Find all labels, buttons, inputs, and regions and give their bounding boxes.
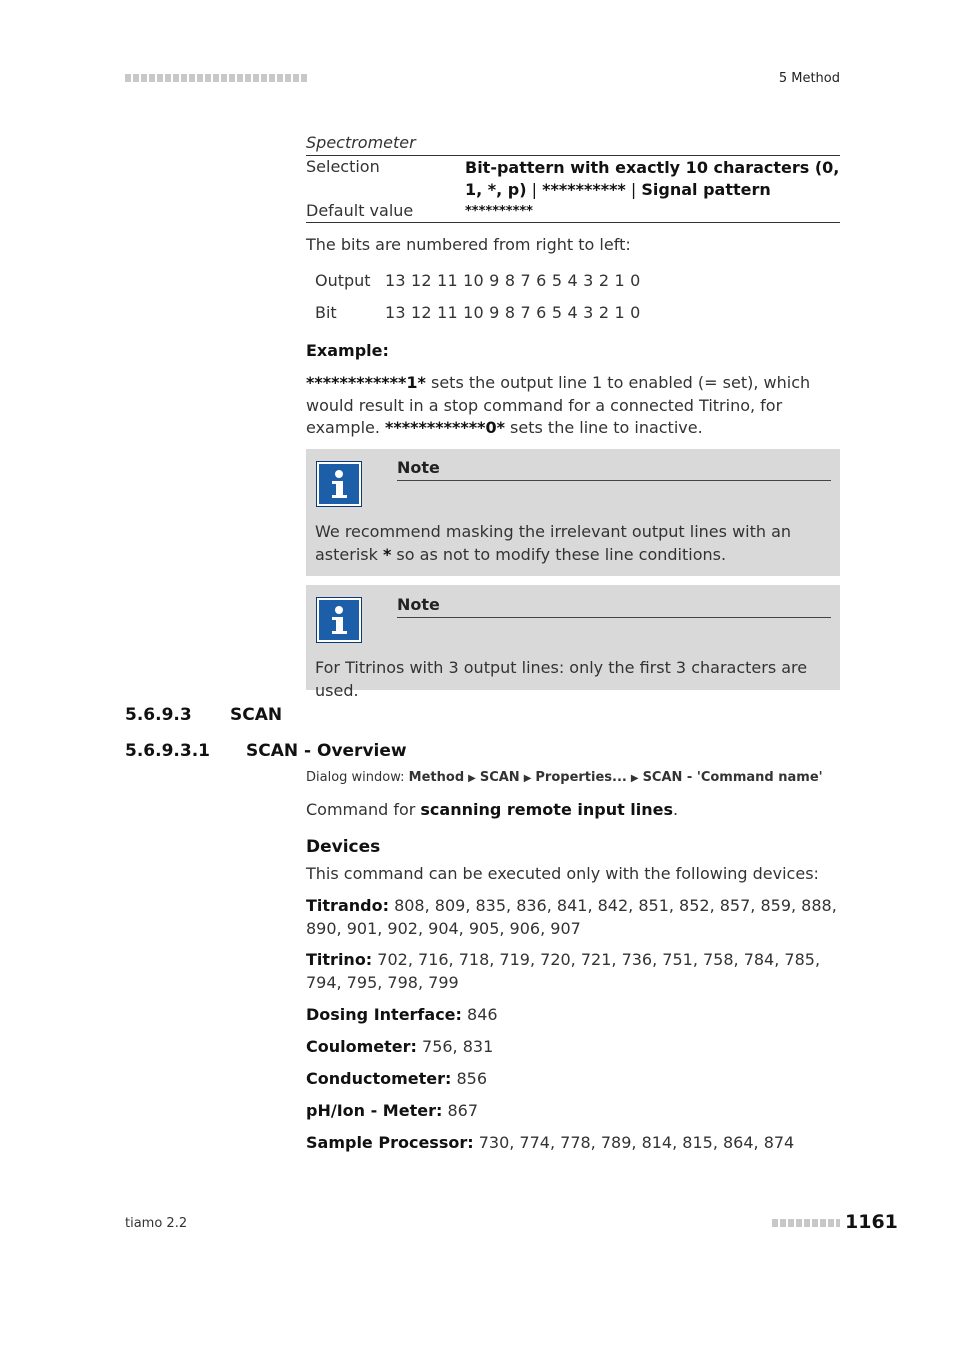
subsection-number: 5.6.9.3.1: [125, 741, 210, 761]
device-models: 846: [467, 1005, 498, 1024]
section-heading: [125, 705, 282, 725]
command-text: Command for: [306, 800, 421, 819]
example-code-2: ************0*: [385, 418, 505, 437]
output-values: 13 12 11 10 9 8 7 6 5 4 3 2 1 0: [385, 271, 641, 290]
example-text: [306, 372, 842, 440]
dialog-breadcrumb: [306, 770, 823, 785]
device-name: Coulometer:: [306, 1037, 417, 1056]
note-text-part: so as not to modify these line conditions.: [391, 544, 727, 564]
note-text: For Titrinos with 3 output lines: only the first 3 characters are used.: [315, 658, 808, 700]
footer-decoration: [772, 1219, 840, 1227]
command-text: .: [673, 800, 679, 819]
table-bottom-rule: [306, 222, 840, 223]
table-top-rule: [306, 155, 840, 156]
selection-option-bitpattern: Bit-pattern with exactly 10 characters (0, 1, *, p): [465, 158, 840, 199]
page-number: 1161: [845, 1211, 898, 1233]
device-name: Sample Processor:: [306, 1133, 474, 1152]
info-icon: [316, 597, 362, 643]
breadcrumb-item: Properties...: [535, 770, 627, 785]
device-entry: [306, 1068, 842, 1091]
breadcrumb-prefix: Dialog window:: [306, 770, 409, 785]
device-entry: [306, 949, 842, 994]
device-name: Titrando:: [306, 896, 389, 915]
note-box-2: [306, 585, 840, 700]
chapter-title: 5 Method: [778, 71, 840, 86]
device-name: Dosing Interface:: [306, 1005, 462, 1024]
example-heading: Example:: [306, 341, 389, 360]
device-entry: [306, 895, 842, 940]
note-title: Note: [397, 595, 440, 614]
arrow-right-icon: ▶: [523, 773, 532, 784]
devices-heading: Devices: [306, 837, 381, 857]
section-title: SCAN: [230, 705, 283, 725]
device-entry: [306, 1004, 842, 1027]
example-text-1: sets the output line 1 to enabled (= set), which would result in a stop command for a connected Titrino, for example.: [306, 373, 811, 437]
command-emphasis: scanning remote input lines: [420, 800, 674, 819]
product-name: tiamo 2.2: [125, 1216, 188, 1231]
arrow-right-icon: ▶: [468, 773, 476, 784]
subsection-heading: [125, 741, 407, 761]
device-models: 756, 831: [422, 1037, 494, 1056]
breadcrumb-item: SCAN - 'Command name': [642, 770, 823, 785]
note-rule: [397, 617, 831, 618]
device-models: 856: [456, 1069, 488, 1088]
note-rule: [397, 480, 831, 481]
parameter-title: Spectrometer: [306, 133, 416, 152]
bit-values: 13 12 11 10 9 8 7 6 5 4 3 2 1 0: [385, 303, 641, 322]
device-models: 702, 716, 718, 719, 720, 721, 736, 751, 758, 784, 785, 794, 795, 798, 799: [306, 950, 821, 992]
breadcrumb-item: Method: [408, 770, 465, 785]
separator: |: [625, 180, 642, 199]
section-number: 5.6.9.3: [125, 705, 192, 725]
default-label: Default value: [306, 201, 414, 220]
breadcrumb-item: SCAN: [479, 770, 520, 785]
note-asterisk: *: [382, 544, 392, 564]
devices-intro: This command can be executed only with the following devices:: [306, 864, 819, 883]
note-text-part: We recommend masking the irrelevant output lines with an asterisk: [315, 522, 792, 564]
default-value: **********: [465, 204, 533, 219]
bit-label: Bit: [315, 303, 337, 322]
selection-option-signal: Signal pattern: [641, 180, 771, 199]
device-models: 808, 809, 835, 836, 841, 842, 851, 852, 857, 859, 888, 890, 901, 902, 904, 905, 906, 907: [306, 896, 837, 938]
device-entry: [306, 1100, 842, 1123]
selection-label: Selection: [306, 157, 380, 176]
note-text: [315, 521, 832, 566]
device-name: Conductometer:: [306, 1069, 452, 1088]
device-entry: [306, 1132, 842, 1155]
header-decoration: [125, 74, 307, 82]
example-text-2: sets the line to inactive.: [504, 418, 703, 437]
note-box-1: [306, 449, 840, 576]
info-icon: [316, 461, 362, 507]
subsection-title: SCAN - Overview: [246, 741, 407, 761]
output-label: Output: [315, 271, 371, 290]
device-entry: [306, 1036, 842, 1059]
device-models: 867: [447, 1101, 479, 1120]
command-description: [306, 799, 842, 822]
device-name: Titrino:: [306, 950, 373, 969]
device-name: pH/Ion - Meter:: [306, 1101, 443, 1120]
separator: |: [526, 180, 543, 199]
bits-intro: The bits are numbered from right to left:: [306, 235, 631, 254]
device-models: 730, 774, 778, 789, 814, 815, 864, 874: [478, 1133, 795, 1152]
selection-option-asterisks: **********: [542, 180, 626, 199]
selection-value: [465, 157, 841, 201]
arrow-right-icon: ▶: [630, 773, 639, 784]
example-code-1: ************1*: [306, 373, 426, 392]
note-title: Note: [397, 458, 440, 477]
